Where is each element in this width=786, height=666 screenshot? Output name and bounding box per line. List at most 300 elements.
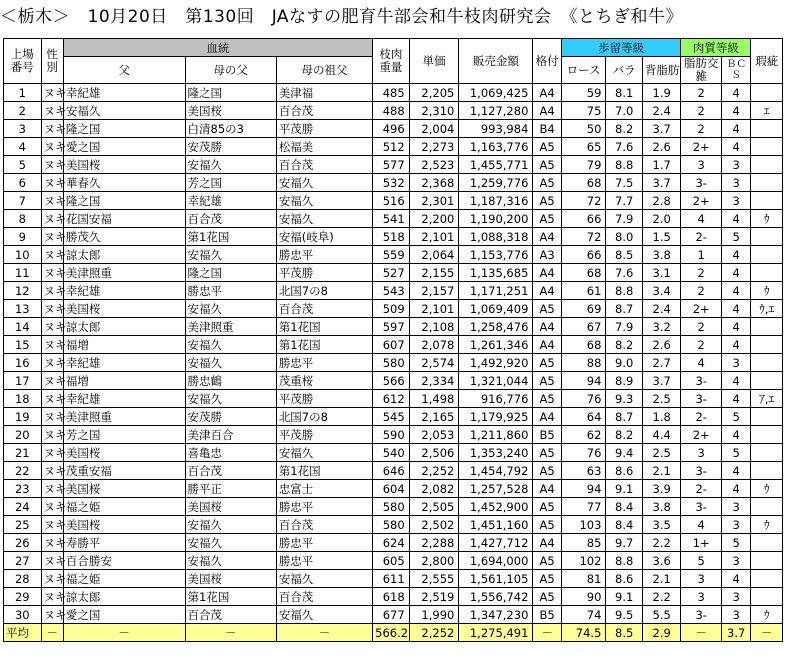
grade-cell: A5 <box>533 138 561 156</box>
back-fat-cell: 2.5 <box>642 444 681 462</box>
mothers-grandfather-cell: 百合茂 <box>276 588 372 606</box>
unit-price-cell: 2,310 <box>409 102 459 120</box>
father-cell: 愛之国 <box>63 606 185 624</box>
mothers-father-cell: 安福久 <box>185 300 276 318</box>
grade-cell: A4 <box>533 264 561 282</box>
back-fat-cell: 3.7 <box>642 174 681 192</box>
bms-cell: 2- <box>681 480 722 498</box>
grade-cell: B5 <box>533 426 561 444</box>
carcass-weight-cell: 597 <box>373 318 410 336</box>
defect-cell: ｱ,ｴ <box>751 390 783 408</box>
average-carcass-weight: 566.2 <box>373 624 410 642</box>
average-row <box>4 624 783 642</box>
rib-cell: 8.8 <box>606 552 643 570</box>
bcs-cell: 5 <box>722 534 751 552</box>
table-row <box>4 192 783 210</box>
bms-cell: 3 <box>681 156 722 174</box>
back-fat-cell: 2.8 <box>642 192 681 210</box>
lot-number-cell: 18 <box>4 390 42 408</box>
defect-cell <box>751 228 783 246</box>
defect-cell <box>751 498 783 516</box>
back-fat-cell: 4.4 <box>642 426 681 444</box>
grade-cell: A5 <box>533 588 561 606</box>
sales-amount-cell: 1,190,200 <box>459 210 533 228</box>
grade-cell: A4 <box>533 480 561 498</box>
sex-cell: ヌキ <box>41 426 63 444</box>
unit-price-cell: 2,523 <box>409 156 459 174</box>
rib-eye-cell: 102 <box>561 552 606 570</box>
back-fat-cell: 3.6 <box>642 552 681 570</box>
sales-amount-cell: 1,347,230 <box>459 606 533 624</box>
back-fat-cell: 2.5 <box>642 390 681 408</box>
sex-cell: ヌキ <box>41 102 63 120</box>
rib-eye-cell: 62 <box>561 426 606 444</box>
grade-cell: A5 <box>533 354 561 372</box>
mothers-grandfather-cell: 百合茂 <box>276 102 372 120</box>
lot-number-cell: 21 <box>4 444 42 462</box>
carcass-weight-cell: 646 <box>373 462 410 480</box>
average-rib-eye: 74.5 <box>561 624 606 642</box>
carcass-weight-cell: 559 <box>373 246 410 264</box>
table-row <box>4 606 783 624</box>
back-fat-cell: 3.7 <box>642 120 681 138</box>
defect-cell: ｳ <box>751 282 783 300</box>
table-row <box>4 408 783 426</box>
mothers-grandfather-cell: 茂重桜 <box>276 372 372 390</box>
table-row <box>4 354 783 372</box>
rib-cell: 8.5 <box>606 246 643 264</box>
unit-price-cell: 2,108 <box>409 318 459 336</box>
mothers-grandfather-cell: 第1花国 <box>276 336 372 354</box>
sales-amount-cell: 1,135,685 <box>459 264 533 282</box>
sales-amount-cell: 1,259,776 <box>459 174 533 192</box>
average-sex: － <box>41 624 63 642</box>
mothers-grandfather-cell: 安福久 <box>276 570 372 588</box>
rib-cell: 7.7 <box>606 192 643 210</box>
back-fat-cell: 2.0 <box>642 210 681 228</box>
mothers-father-cell: 勝平正 <box>185 480 276 498</box>
back-fat-cell: 3.5 <box>642 516 681 534</box>
mothers-father-cell: 安福久 <box>185 552 276 570</box>
table-row <box>4 372 783 390</box>
carcass-weight-cell: 677 <box>373 606 410 624</box>
back-fat-cell: 2.1 <box>642 462 681 480</box>
lot-number-cell: 19 <box>4 408 42 426</box>
table-row <box>4 462 783 480</box>
unit-price-cell: 2,082 <box>409 480 459 498</box>
mothers-grandfather-cell: 百合茂 <box>276 156 372 174</box>
bms-cell: 2 <box>681 336 722 354</box>
lot-number-cell: 15 <box>4 336 42 354</box>
mothers-grandfather-header: 母の祖父 <box>276 57 372 84</box>
father-cell: 諒太郎 <box>63 246 185 264</box>
unit-price-cell: 2,157 <box>409 282 459 300</box>
sex-cell: ヌキ <box>41 462 63 480</box>
father-cell: 幸紀雄 <box>63 84 185 102</box>
father-cell: 幸紀雄 <box>63 390 185 408</box>
sex-cell: ヌキ <box>41 570 63 588</box>
back-fat-cell: 1.7 <box>642 156 681 174</box>
sales-amount-cell: 1,069,409 <box>459 300 533 318</box>
carcass-weight-cell: 532 <box>373 174 410 192</box>
bcs-cell: 4 <box>722 210 751 228</box>
unit-price-cell: 2,301 <box>409 192 459 210</box>
father-cell: 隆之国 <box>63 192 185 210</box>
father-cell: 茂重安福 <box>63 462 185 480</box>
table-row <box>4 534 783 552</box>
rib-eye-cell: 68 <box>561 264 606 282</box>
unit-price-cell: 2,101 <box>409 300 459 318</box>
rib-eye-cell: 76 <box>561 444 606 462</box>
bms-cell: 2+ <box>681 138 722 156</box>
carcass-weight-cell: 509 <box>373 300 410 318</box>
sex-cell: ヌキ <box>41 498 63 516</box>
unit-price-cell: 2,205 <box>409 84 459 102</box>
back-fat-cell: 2.2 <box>642 534 681 552</box>
father-cell: 福増 <box>63 336 185 354</box>
sex-cell: ヌキ <box>41 516 63 534</box>
father-cell: 美津照重 <box>63 264 185 282</box>
father-header: 父 <box>63 57 185 84</box>
lot-number-cell: 27 <box>4 552 42 570</box>
mothers-grandfather-cell: 勝忠平 <box>276 552 372 570</box>
rib-cell: 9.7 <box>606 534 643 552</box>
rib-eye-cell: 79 <box>561 156 606 174</box>
rib-cell: 9.5 <box>606 606 643 624</box>
father-cell: 美津照重 <box>63 408 185 426</box>
sales-amount-cell: 1,694,000 <box>459 552 533 570</box>
table-row <box>4 228 783 246</box>
unit-price-cell: 2,078 <box>409 336 459 354</box>
sex-cell: ヌキ <box>41 552 63 570</box>
mothers-grandfather-cell: 安福(岐阜) <box>276 228 372 246</box>
lot-number-cell: 10 <box>4 246 42 264</box>
mothers-father-cell: 美津百合 <box>185 426 276 444</box>
sales-amount-cell: 1,211,860 <box>459 426 533 444</box>
sex-cell: ヌキ <box>41 282 63 300</box>
unit-price-cell: 1,498 <box>409 390 459 408</box>
bcs-cell: 4 <box>722 264 751 282</box>
average-bcs: 3.7 <box>722 624 751 642</box>
bcs-cell: 4 <box>722 318 751 336</box>
sex-cell: ヌキ <box>41 534 63 552</box>
rib-eye-cell: 61 <box>561 282 606 300</box>
unit-price-cell: 2,004 <box>409 120 459 138</box>
father-cell: 幸紀雄 <box>63 282 185 300</box>
bms-cell: 3 <box>681 444 722 462</box>
lot-number-cell: 2 <box>4 102 42 120</box>
lot-number-cell: 17 <box>4 372 42 390</box>
bms-cell: 3- <box>681 498 722 516</box>
unit-price-cell: 2,288 <box>409 534 459 552</box>
grade-cell: A5 <box>533 210 561 228</box>
rib-cell: 9.1 <box>606 480 643 498</box>
father-cell: 美国桜 <box>63 300 185 318</box>
father-cell: 勝茂久 <box>63 228 185 246</box>
unit-price-cell: 2,368 <box>409 174 459 192</box>
sales-amount-cell: 1,187,316 <box>459 192 533 210</box>
rib-cell: 7.6 <box>606 138 643 156</box>
carcass-weight-cell: 580 <box>373 498 410 516</box>
average-mothers-father: － <box>185 624 276 642</box>
sales-amount-cell: 1,127,280 <box>459 102 533 120</box>
defect-cell <box>751 174 783 192</box>
defect-cell <box>751 354 783 372</box>
mothers-grandfather-cell: 美津福 <box>276 84 372 102</box>
bcs-cell: 4 <box>722 138 751 156</box>
rib-eye-cell: 77 <box>561 498 606 516</box>
defect-cell: ｳ <box>751 480 783 498</box>
rib-cell: 8.8 <box>606 156 643 174</box>
table-row <box>4 336 783 354</box>
rib-eye-cell: 66 <box>561 210 606 228</box>
bms-cell: 2 <box>681 282 722 300</box>
rib-eye-cell: 94 <box>561 372 606 390</box>
unit-price-cell: 2,200 <box>409 210 459 228</box>
sex-cell: ヌキ <box>41 120 63 138</box>
bms-cell: 2 <box>681 264 722 282</box>
carcass-weight-cell: 545 <box>373 408 410 426</box>
bcs-cell: 3 <box>722 606 751 624</box>
mothers-grandfather-cell: 第1花国 <box>276 318 372 336</box>
father-cell: 花国安福 <box>63 210 185 228</box>
back-fat-cell: 1.5 <box>642 228 681 246</box>
carcass-weight-cell: 566 <box>373 372 410 390</box>
defect-cell <box>751 264 783 282</box>
sales-amount-cell: 1,179,925 <box>459 408 533 426</box>
unit-price-cell: 2,502 <box>409 516 459 534</box>
unit-price-cell: 2,505 <box>409 498 459 516</box>
lot-number-cell: 22 <box>4 462 42 480</box>
carcass-weight-header: 枝肉重量 <box>373 39 410 84</box>
rib-cell: 8.0 <box>606 228 643 246</box>
rib-eye-cell: 85 <box>561 534 606 552</box>
bcs-cell: 3 <box>722 192 751 210</box>
carcass-weight-cell: 488 <box>373 102 410 120</box>
carcass-weight-cell: 512 <box>373 138 410 156</box>
quality-grade-header: 肉質等級 <box>681 39 751 57</box>
father-cell: 安福久 <box>63 102 185 120</box>
mothers-grandfather-cell: 安福久 <box>276 444 372 462</box>
mothers-grandfather-cell: 松福美 <box>276 138 372 156</box>
carcass-weight-cell: 516 <box>373 192 410 210</box>
bcs-cell: 3 <box>722 354 751 372</box>
bms-cell: 3- <box>681 174 722 192</box>
lot-number-cell: 11 <box>4 264 42 282</box>
mothers-father-cell: 第1花国 <box>185 588 276 606</box>
sex-cell: ヌキ <box>41 336 63 354</box>
lot-number-cell: 14 <box>4 318 42 336</box>
unit-price-cell: 2,165 <box>409 408 459 426</box>
bms-cell: 3- <box>681 390 722 408</box>
carcass-weight-cell: 540 <box>373 444 410 462</box>
carcass-weight-cell: 527 <box>373 264 410 282</box>
mothers-father-cell: 安福久 <box>185 390 276 408</box>
sex-cell: ヌキ <box>41 246 63 264</box>
bms-cell: 3 <box>681 570 722 588</box>
table-row <box>4 498 783 516</box>
back-fat-cell: 3.2 <box>642 318 681 336</box>
table-row <box>4 480 783 498</box>
mothers-father-cell: 美国桜 <box>185 498 276 516</box>
father-cell: 隆之国 <box>63 120 185 138</box>
back-fat-cell: 1.9 <box>642 84 681 102</box>
mothers-father-cell: 百合茂 <box>185 462 276 480</box>
defect-cell: ｴ <box>751 102 783 120</box>
rib-cell: 8.6 <box>606 462 643 480</box>
carcass-weight-cell: 485 <box>373 84 410 102</box>
bcs-cell: 3 <box>722 516 751 534</box>
bms-header: 脂肪交雑 <box>681 57 722 84</box>
lot-number-cell: 4 <box>4 138 42 156</box>
sex-cell: ヌキ <box>41 354 63 372</box>
mothers-grandfather-cell: 勝忠平 <box>276 534 372 552</box>
carcass-weight-cell: 605 <box>373 552 410 570</box>
grade-cell: A5 <box>533 390 561 408</box>
mothers-grandfather-cell: 平茂勝 <box>276 426 372 444</box>
rib-cell: 8.2 <box>606 426 643 444</box>
average-father: － <box>63 624 185 642</box>
bcs-header: ＢＣＳ <box>722 57 751 84</box>
carcass-weight-cell: 611 <box>373 570 410 588</box>
grade-cell: A5 <box>533 444 561 462</box>
defect-cell <box>751 552 783 570</box>
father-cell: 芳之国 <box>63 426 185 444</box>
table-row <box>4 174 783 192</box>
back-fat-cell: 5.5 <box>642 606 681 624</box>
father-cell: 寿勝平 <box>63 534 185 552</box>
mothers-father-cell: 安福久 <box>185 336 276 354</box>
rib-eye-cell: 64 <box>561 408 606 426</box>
rib-cell: 8.2 <box>606 336 643 354</box>
average-rib: 8.5 <box>606 624 643 642</box>
sales-amount-cell: 993,984 <box>459 120 533 138</box>
sales-amount-cell: 1,171,251 <box>459 282 533 300</box>
father-cell: 美国桜 <box>63 480 185 498</box>
table-row <box>4 390 783 408</box>
mothers-grandfather-cell: 第1花国 <box>276 462 372 480</box>
average-defect: － <box>751 624 783 642</box>
lot-number-cell: 7 <box>4 192 42 210</box>
mothers-grandfather-cell: 百合茂 <box>276 300 372 318</box>
rib-eye-cell: 68 <box>561 336 606 354</box>
bms-cell: 1 <box>681 246 722 264</box>
father-cell: 美国桜 <box>63 156 185 174</box>
bms-cell: 2+ <box>681 426 722 444</box>
defect-cell <box>751 318 783 336</box>
sex-cell: ヌキ <box>41 318 63 336</box>
lot-number-cell: 8 <box>4 210 42 228</box>
average-bms: － <box>681 624 722 642</box>
sales-amount-cell: 1,427,712 <box>459 534 533 552</box>
rib-header: バラ <box>606 57 643 84</box>
mothers-father-cell: 美国桜 <box>185 102 276 120</box>
bcs-cell: 4 <box>722 246 751 264</box>
bcs-cell: 4 <box>722 570 751 588</box>
bms-cell: 1+ <box>681 534 722 552</box>
sales-amount-cell: 1,321,044 <box>459 372 533 390</box>
rib-cell: 8.6 <box>606 570 643 588</box>
carcass-weight-cell: 518 <box>373 228 410 246</box>
mothers-father-cell: 安福久 <box>185 354 276 372</box>
sales-amount-cell: 1,561,105 <box>459 570 533 588</box>
carcass-weight-cell: 541 <box>373 210 410 228</box>
table-row <box>4 570 783 588</box>
grade-cell: B4 <box>533 120 561 138</box>
rib-eye-cell: 66 <box>561 246 606 264</box>
rib-eye-cell: 69 <box>561 300 606 318</box>
grade-header: 格付 <box>533 39 561 84</box>
defect-cell: ｳ <box>751 606 783 624</box>
bms-cell: 5 <box>681 552 722 570</box>
table-row <box>4 210 783 228</box>
grade-cell: A4 <box>533 84 561 102</box>
grade-cell: A5 <box>533 192 561 210</box>
rib-eye-cell: 103 <box>561 516 606 534</box>
mothers-grandfather-cell: 安福久 <box>276 606 372 624</box>
sex-cell: ヌキ <box>41 138 63 156</box>
unit-price-cell: 2,800 <box>409 552 459 570</box>
rib-cell: 8.7 <box>606 300 643 318</box>
bms-cell: 3- <box>681 462 722 480</box>
sex-cell: ヌキ <box>41 300 63 318</box>
grade-cell: A4 <box>533 408 561 426</box>
back-fat-cell: 2.6 <box>642 138 681 156</box>
lot-number-cell: 30 <box>4 606 42 624</box>
bcs-cell: 4 <box>722 84 751 102</box>
average-mothers-grandfather: － <box>276 624 372 642</box>
carcass-weight-cell: 624 <box>373 534 410 552</box>
table-row <box>4 264 783 282</box>
defect-cell <box>751 156 783 174</box>
unit-price-cell: 2,155 <box>409 264 459 282</box>
mothers-father-cell: 勝忠鶴 <box>185 372 276 390</box>
defect-cell <box>751 408 783 426</box>
bcs-cell: 4 <box>722 480 751 498</box>
average-label: 平均 <box>4 624 42 642</box>
mothers-grandfather-cell: 平茂勝 <box>276 120 372 138</box>
mothers-father-cell: 隆之国 <box>185 264 276 282</box>
mothers-grandfather-cell: 勝忠平 <box>276 498 372 516</box>
bms-cell: 2 <box>681 102 722 120</box>
bcs-cell: 4 <box>722 120 751 138</box>
sex-header: 性別 <box>41 39 63 84</box>
mothers-father-cell: 安茂勝 <box>185 408 276 426</box>
rib-cell: 9.0 <box>606 354 643 372</box>
lot-number-cell: 25 <box>4 516 42 534</box>
sex-cell: ヌキ <box>41 174 63 192</box>
back-fat-cell: 3.7 <box>642 372 681 390</box>
back-fat-cell: 2.6 <box>642 336 681 354</box>
grade-cell: A5 <box>533 300 561 318</box>
carcass-weight-cell: 543 <box>373 282 410 300</box>
grade-cell: A5 <box>533 498 561 516</box>
mothers-grandfather-cell: 勝忠平 <box>276 354 372 372</box>
sales-amount-cell: 1,454,792 <box>459 462 533 480</box>
back-fat-cell: 3.4 <box>642 282 681 300</box>
rib-cell: 8.2 <box>606 120 643 138</box>
mothers-grandfather-cell: 勝忠平 <box>276 246 372 264</box>
rib-eye-cell: 72 <box>561 192 606 210</box>
bms-cell: 3 <box>681 588 722 606</box>
table-row <box>4 138 783 156</box>
sex-cell: ヌキ <box>41 264 63 282</box>
lot-number-header: 上場番号 <box>4 39 42 84</box>
sex-cell: ヌキ <box>41 192 63 210</box>
rib-eye-cell: 68 <box>561 174 606 192</box>
grade-cell: A5 <box>533 552 561 570</box>
table-row <box>4 426 783 444</box>
